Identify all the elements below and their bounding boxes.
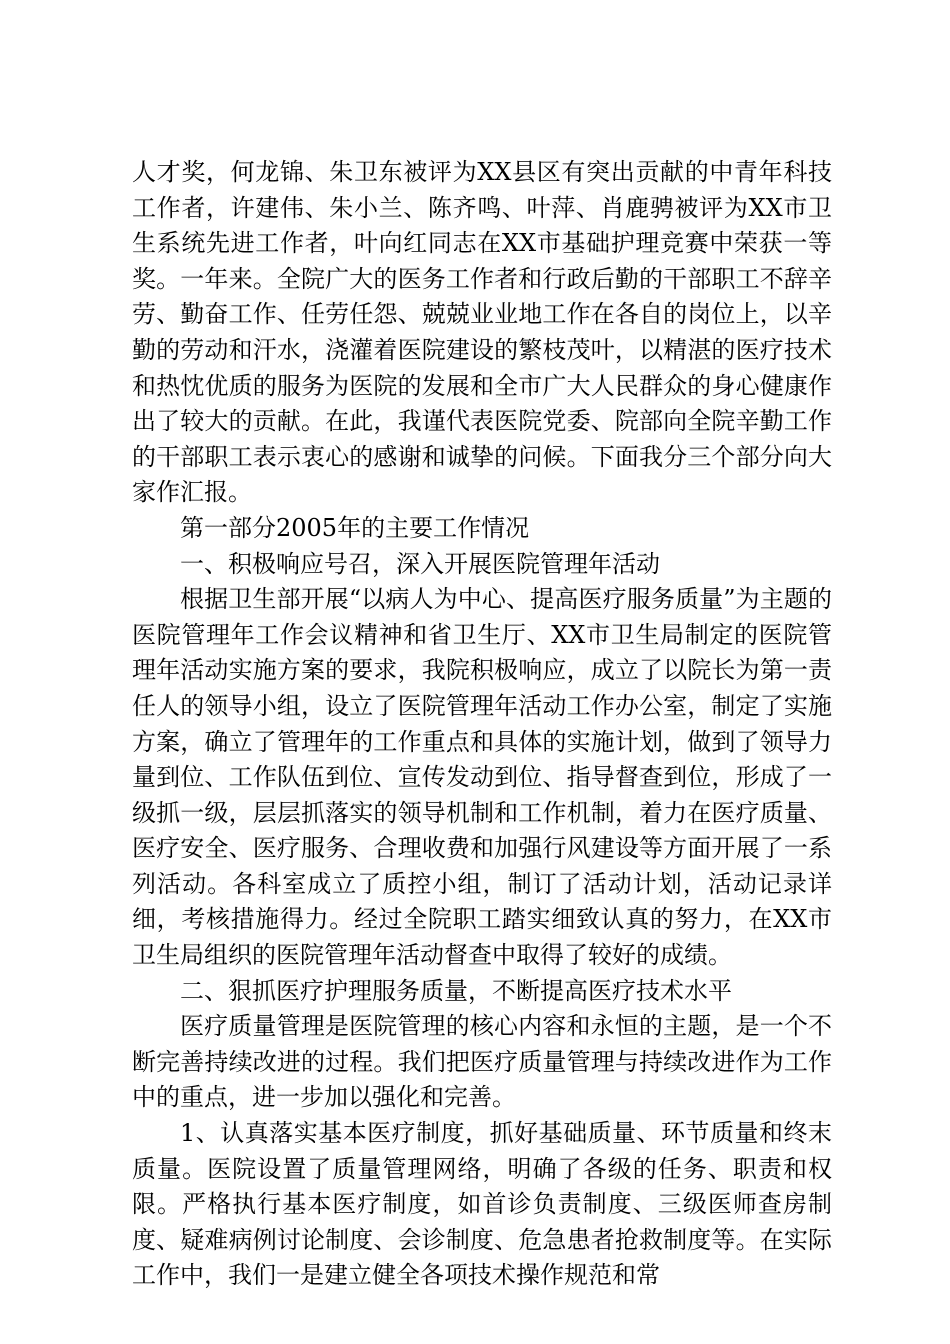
section-heading: 二、狠抓医疗护理服务质量，不断提高医疗技术水平	[180, 976, 732, 1005]
body-paragraph: 人才奖，何龙锦、朱卫东被评为XX县区有突出贡献的中青年科技工作者，许建伟、朱小兰、陈齐鸣、叶萍、肖鹿骋被评为XX市卫生系统先进工作者，叶向红同志在XX市基础护理竞赛中荣获一等奖。一年来。全院广大的医务工作者和行政后勤的干部职工不辞辛劳、勤奋工作、任劳任怨、兢兢业业地工作在各自的岗位上，以辛勤的劳动和汗水，浇灌着医院建设的繁枝茂叶，以精湛的医疗技术和热忱优质的服务为医院的发展和全市广大人民群众的身心健康作出了较大的贡献。在此，我谨代表医院党委、院部向全院辛勤工作的干部职工表示衷心的感谢和诚挚的问候。下面我分三个部分向大家作汇报。	[132, 158, 832, 507]
body-paragraph: 根据卫生部开展“以病人为中心、提高医疗服务质量”为主题的医院管理年工作会议精神和省卫生厅、XX市卫生局制定的医院管理年活动实施方案的要求，我院积极响应，成立了以院长为第一责任人的领导小组，设立了医院管理年活动工作办公室，制定了实施方案，确立了管理年的工作重点和具体的实施计划，做到了领导力量到位、工作队伍到位、宣传发动到位、指导督查到位，形成了一级抓一级，层层抓落实的领导机制和工作机制，着力在医疗质量、医疗安全、医疗服务、合理收费和加强行风建设等方面开展了一系列活动。各科室成立了质控小组，制订了活动计划，活动记录详细，考核措施得力。经过全院职工踏实细致认真的努力，在XX市卫生局组织的医院管理年活动督查中取得了较好的成绩。	[132, 585, 832, 970]
document-page	[132, 155, 832, 1294]
section-heading: 一、积极响应号召，深入开展医院管理年活动	[180, 549, 660, 578]
part-heading: 第一部分2005年的主要工作情况	[180, 513, 530, 542]
body-paragraph: 医疗质量管理是医院管理的核心内容和永恒的主题，是一个不断完善持续改进的过程。我们把医疗质量管理与持续改进作为工作中的重点，进一步加以强化和完善。	[132, 1012, 832, 1112]
body-paragraph: 1、认真落实基本医疗制度，抓好基础质量、环节质量和终末质量。医院设置了质量管理网络，明确了各级的任务、职责和权限。严格执行基本医疗制度，如首诊负责制度、三级医师查房制度、疑难病例讨论制度、会诊制度、危急患者抢救制度等。在实际工作中，我们一是建立健全各项技术操作规范和常	[132, 1119, 832, 1290]
